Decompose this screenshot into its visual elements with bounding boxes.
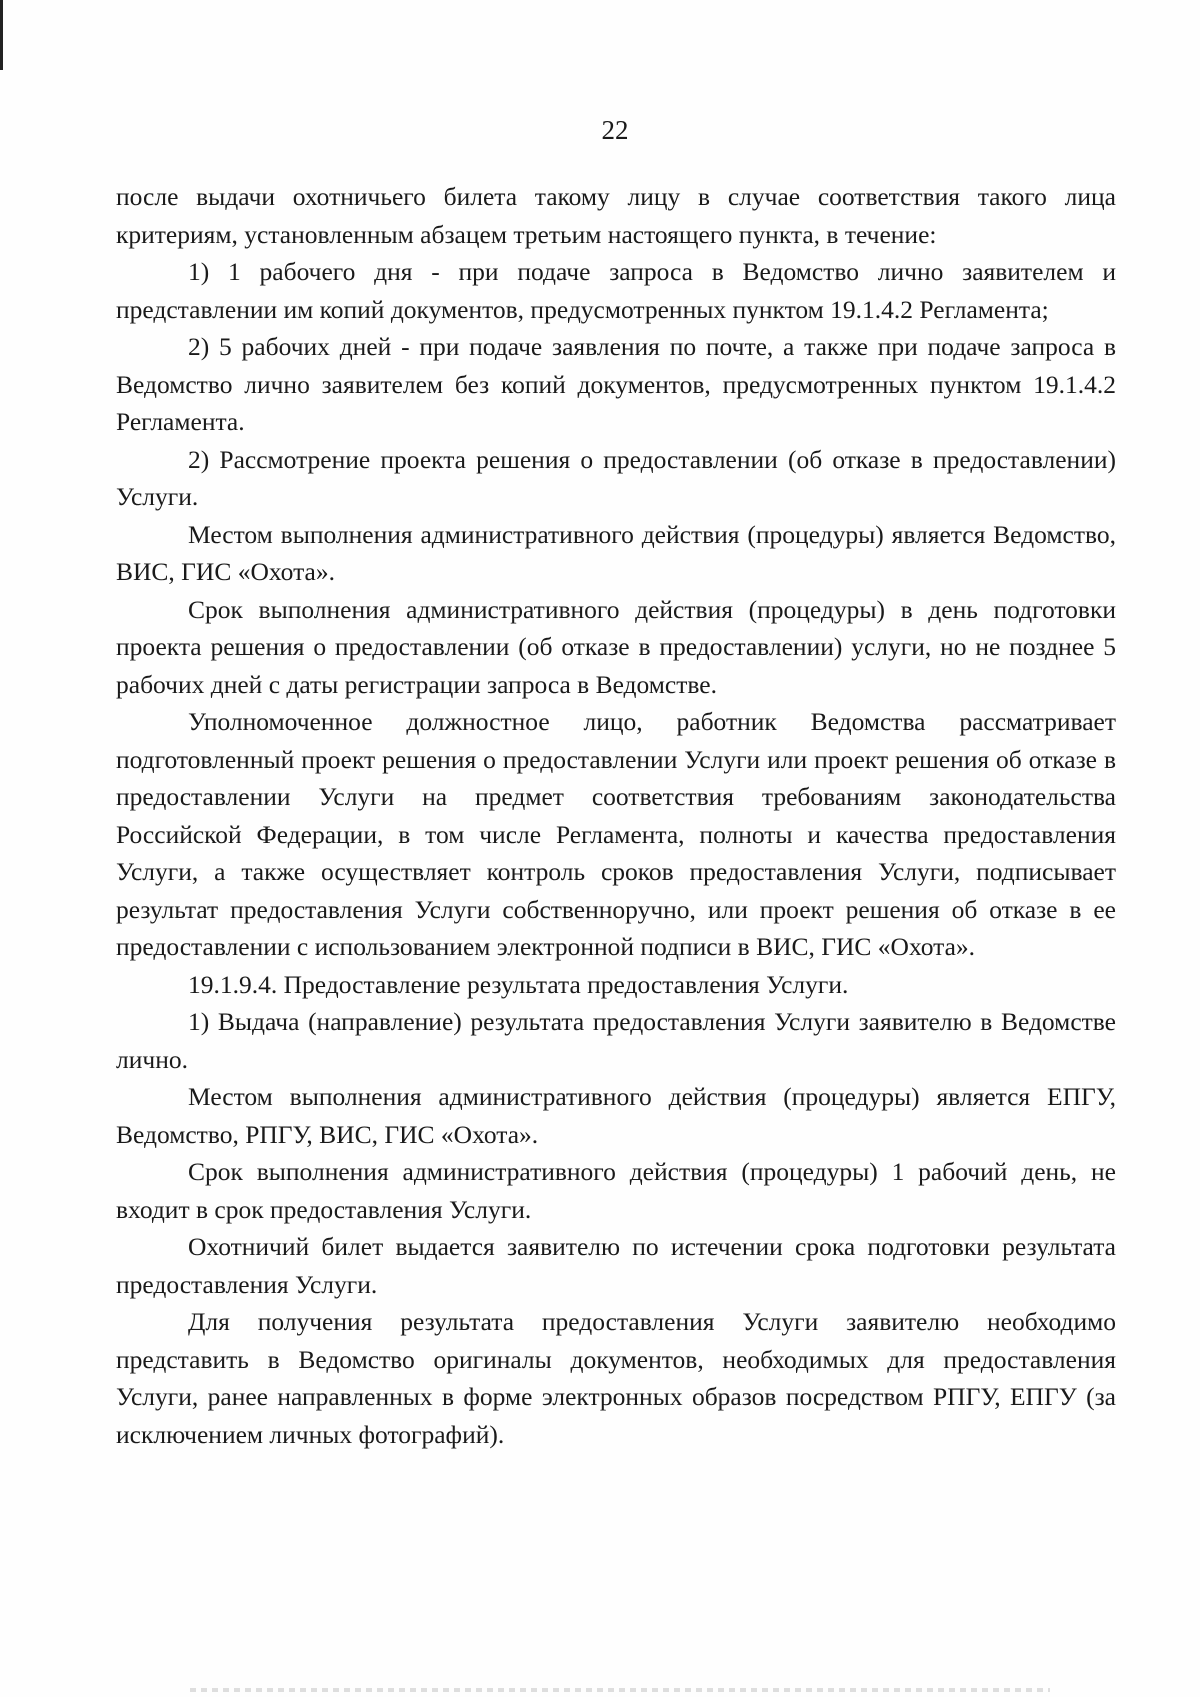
document-body [116, 178, 1116, 1453]
paragraph-issuance-deadline: Срок выполнения административного действия (процедуры) 1 рабочий день, не входит в срок предоставления Услуги. [116, 1157, 1116, 1224]
section-heading-19-1-9-4: 19.1.9.4. Предоставление результата предоставления Услуги. [188, 969, 849, 999]
paragraph-hunting-ticket: Охотничий билет выдается заявителю по истечении срока подготовки результата предоставления Услуги. [116, 1232, 1116, 1299]
scan-edge-mark [0, 0, 3, 70]
paragraph-place-of-action: Местом выполнения административного действия (процедуры) является Ведомство, ВИС, ГИС «Охота». [116, 519, 1116, 586]
paragraph-place-of-issuance: Местом выполнения административного действия (процедуры) является ЕПГУ, Ведомство, РПГУ, ВИС, ГИС «Охота». [116, 1082, 1116, 1149]
paragraph-continuation: после выдачи охотничьего билета такому лицу в случае соответствия такого лица критериям, установленным абзацем третьим настоящего пункта, в течение: [116, 182, 1116, 249]
paragraph-deadline: Срок выполнения административного действия (процедуры) в день подготовки проекта решения о предоставлении (об отказе в предоставлении) услуги, но не позднее 5 рабочих дней с даты регистрации запроса в Ведомстве. [116, 594, 1116, 699]
paragraph-item-5-days: 2) 5 рабочих дней - при подаче заявления по почте, а также при подаче запроса в Ведомство лично заявителем без копий документов, предусмотренных пунктом 19.1.4.2 Регламента. [116, 332, 1116, 436]
paragraph-issuance: 1) Выдача (направление) результата предоставления Услуги заявителю в Ведомстве лично. [116, 1007, 1116, 1074]
paragraph-official-review: Уполномоченное должностное лицо, работник Ведомства рассматривает подготовленный проект решения о предоставлении Услуги или проект решения об отказе в предоставлении Услуги на предмет соответствия требованиям законодательства Российской Федерации, в том числе Регламента, полноты и качества предоставления Услуги, а также осуществляет контроль сроков предоставления Услуги, подписывает результат предоставления Услуги собственноручно, или проект решения об отказе в ее предоставлении с использованием электронной подписи в ВИС, ГИС «Охота». [116, 707, 1116, 961]
paragraph-item-1-day: 1) 1 рабочего дня - при подаче запроса в Ведомство лично заявителем и представлении им копий документов, предусмотренных пунктом 19.1.4.2 Регламента; [116, 257, 1116, 324]
scan-bottom-artifact [190, 1688, 1050, 1692]
paragraph-originals-required: Для получения результата предоставления Услуги заявителю необходимо представить в Ведомство оригиналы документов, необходимых для предоставления Услуги, ранее направленных в форме электронных образов посредством РПГУ, ЕПГУ (за исключением личных фотографий). [116, 1307, 1116, 1449]
page-number: 22 [601, 115, 629, 145]
paragraph-step-review: 2) Рассмотрение проекта решения о предоставлении (об отказе в предоставлении) Услуги. [116, 444, 1116, 511]
